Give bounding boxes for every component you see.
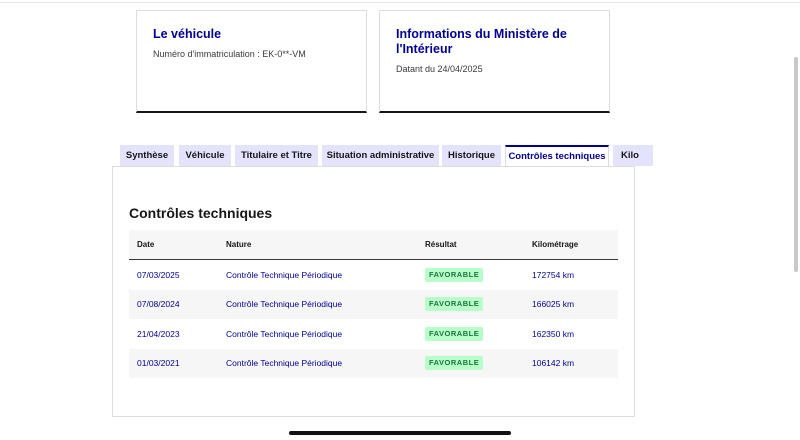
result-badge: FAVORABLE (425, 327, 483, 341)
tab-panel (112, 166, 635, 417)
tab-vehicule[interactable]: Véhicule (179, 145, 231, 166)
table-row (129, 349, 618, 379)
tab-kilometrage[interactable]: Kilo (613, 145, 653, 166)
row-mileage: 162350 km (532, 328, 575, 339)
tab-list (120, 145, 639, 166)
tab-controles-techniques[interactable]: Contrôles techniques (505, 145, 609, 166)
tab-historique[interactable]: Historique (442, 145, 501, 166)
page-scrollbar[interactable] (794, 57, 798, 272)
ministry-info-card-date: Datant du 24/04/2025 (396, 64, 483, 74)
result-badge: FAVORABLE (425, 356, 483, 370)
table-row (129, 260, 618, 290)
row-date: 07/03/2025 (137, 269, 180, 280)
tab-situation-administrative[interactable]: Situation administrative (322, 145, 439, 166)
row-date: 07/08/2024 (137, 299, 180, 310)
vehicle-card[interactable] (136, 10, 367, 113)
ministry-info-card[interactable] (379, 10, 610, 113)
ministry-info-card-title[interactable]: Informations du Ministère de l'Intérieur (396, 27, 567, 56)
row-nature: Contrôle Technique Périodique (226, 328, 343, 339)
tab-synthese[interactable]: Synthèse (120, 145, 174, 166)
row-nature: Contrôle Technique Périodique (226, 299, 343, 310)
column-header-resultat: Résultat (425, 240, 457, 249)
row-result (425, 349, 483, 379)
tab-titulaire-et-titre[interactable]: Titulaire et Titre (235, 145, 318, 166)
result-badge: FAVORABLE (425, 268, 483, 282)
column-header-nature: Nature (226, 240, 252, 249)
table-header (129, 230, 618, 260)
row-result (425, 319, 483, 349)
vehicle-card-title[interactable]: Le véhicule (153, 27, 222, 41)
top-divider (0, 2, 800, 3)
home-indicator[interactable] (289, 431, 511, 435)
result-badge: FAVORABLE (425, 297, 483, 311)
row-mileage: 172754 km (532, 269, 575, 280)
row-mileage: 106142 km (532, 358, 575, 369)
row-date: 21/04/2023 (137, 328, 180, 339)
vehicle-card-registration: Numéro d'immatriculation : EK-0**-VM (153, 49, 306, 59)
section-title: Contrôles techniques (129, 205, 273, 221)
row-result (425, 260, 483, 290)
column-header-kilometrage: Kilométrage (532, 240, 579, 249)
column-header-date: Date (137, 240, 155, 249)
table-row (129, 319, 618, 349)
row-date: 01/03/2021 (137, 358, 180, 369)
row-nature: Contrôle Technique Périodique (226, 358, 343, 369)
row-mileage: 166025 km (532, 299, 575, 310)
row-nature: Contrôle Technique Périodique (226, 269, 343, 280)
table-row (129, 290, 618, 320)
controls-table (129, 230, 618, 378)
row-result (425, 290, 483, 320)
